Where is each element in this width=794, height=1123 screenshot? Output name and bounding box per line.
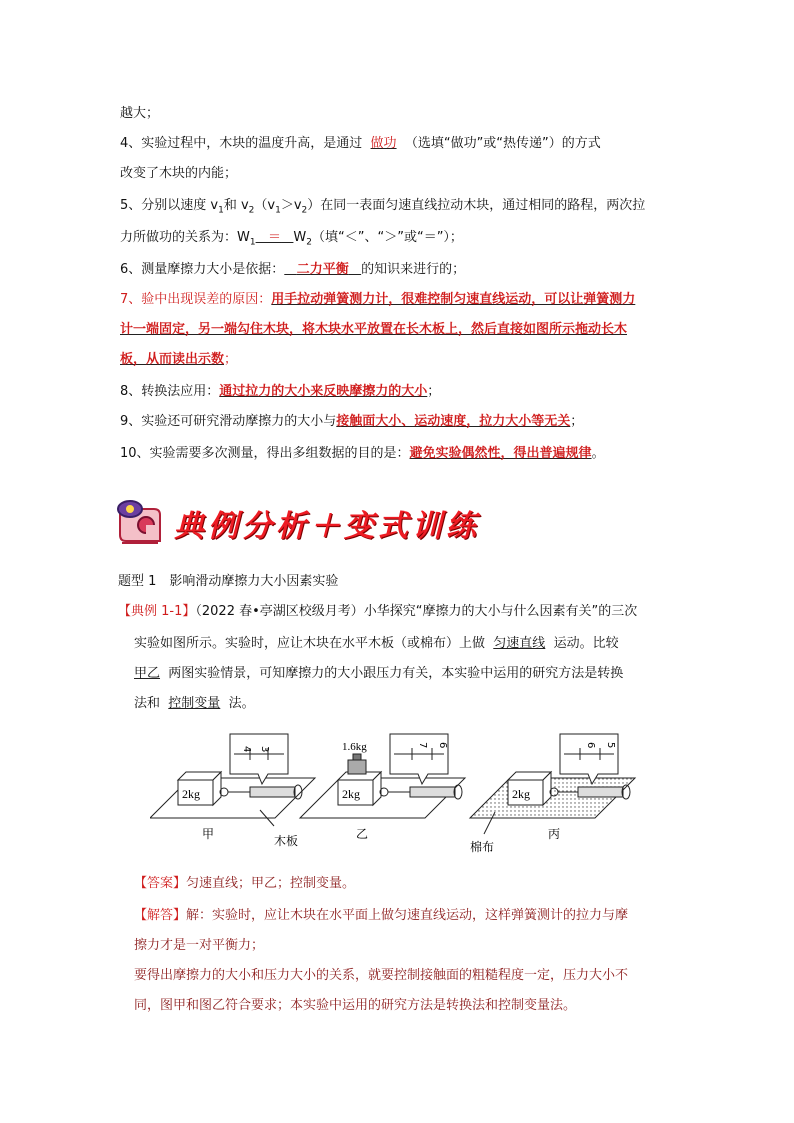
solution-line-2: 擦力才是一对平衡力； bbox=[134, 938, 265, 953]
solution-line-4: 同，图甲和图乙符合要求；本实验中运用的研究方法是转换法和控制变量法。 bbox=[134, 998, 577, 1013]
point-4-cont: 改变了木块的内能； bbox=[120, 166, 238, 181]
answer-blank: 做功 bbox=[370, 136, 397, 151]
surface-wood-label: 木板 bbox=[274, 834, 299, 848]
answer-blank: 匀速直线 bbox=[493, 636, 546, 651]
section-banner bbox=[112, 495, 480, 551]
point-10: 10、实验需要多次测量，得出多组数据的目的是：避免实验偶然性，得出普遍规律。 bbox=[120, 446, 605, 461]
panel-bing bbox=[470, 734, 635, 854]
answer-blank: 甲乙 bbox=[134, 666, 161, 681]
svg-text:4: 4 bbox=[241, 746, 252, 753]
svg-text:6: 6 bbox=[585, 742, 596, 749]
point-5: 5、分别以速度 $v_1$和 $v_2(v_1>v_2)$在同一表面匀速直线拉动木块，通过相同的路程，两次拉 bbox=[120, 198, 646, 216]
answer-blank: ＝ bbox=[268, 230, 282, 245]
experiment-diagram bbox=[150, 730, 660, 860]
question-line-2: 实验如图所示。实验时，应让木块在水平木板（或棉布）上做 匀速直线 运动。比较 bbox=[134, 636, 619, 651]
solution-line-1: 【解答】解：实验时，应让木块在水平面上做匀速直线运动，这样弹簧测计的拉力与摩 bbox=[134, 908, 629, 923]
point-7: 7、验中出现误差的原因：用手拉动弹簧测力计，很难控制匀速直线运动，可以让弹簧测力 bbox=[120, 292, 636, 307]
question-type: 题型 1 影响滑动摩擦力大小因素实验 bbox=[118, 574, 339, 589]
question-line-1: 【典例 1-1】（2022 春•亭湖区校级月考）小华探究“摩擦力的大小与什么因素有关”的三次 bbox=[118, 604, 638, 619]
answer-line: 【答案】匀速直线；甲乙；控制变量。 bbox=[134, 876, 356, 891]
scroll-book-icon bbox=[112, 495, 172, 551]
point-4: 4、实验过程中，木块的温度升高，是通过 做功 （选填“做功”或“热传递”）的方式 bbox=[120, 136, 601, 151]
panel-label: 丙 bbox=[548, 827, 561, 841]
svg-text:3: 3 bbox=[259, 746, 270, 753]
question-line-3: 甲乙 两图实验情景，可知摩擦力的大小跟压力有关，本实验中运用的研究方法是转换 bbox=[134, 666, 624, 681]
text-fragment: 越大； bbox=[120, 106, 160, 121]
svg-text:6: 6 bbox=[437, 742, 448, 749]
panel-jia bbox=[150, 734, 315, 848]
block-mass-label: 2kg bbox=[182, 787, 200, 801]
solution-line-3: 要得出摩擦力的大小和压力大小的关系，就要控制接触面的粗糙程度一定，压力大小不 bbox=[134, 968, 629, 983]
answer-blank: 二力平衡 bbox=[296, 262, 349, 277]
point-5-cont: 力所做功的关系为：$W_1$ ＝ $W_2$（填“＜”、“＞”或“＝”）； bbox=[120, 230, 463, 248]
banner-title: 典例分析＋变式训练 bbox=[174, 509, 480, 544]
svg-text:5: 5 bbox=[605, 742, 616, 749]
panel-yi bbox=[300, 734, 465, 841]
svg-text:2kg: 2kg bbox=[342, 787, 360, 801]
surface-cloth-label: 棉布 bbox=[470, 840, 495, 854]
point-7-cont: 计一端固定，另一端勾住木块，将木块水平放置在长木板上，然后直接如图所示拖动长木 bbox=[120, 322, 628, 337]
answer-blank: 控制变量 bbox=[168, 696, 221, 711]
weight-mass-label: 1.6kg bbox=[342, 741, 367, 753]
svg-text:2kg: 2kg bbox=[512, 787, 530, 801]
panel-label: 乙 bbox=[356, 827, 369, 841]
point-6: 6、测量摩擦力大小是依据： 二力平衡 的知识来进行的； bbox=[120, 262, 466, 277]
point-7-cont2: 板，从而读出示数； bbox=[120, 352, 238, 367]
point-8: 8、转换法应用：通过拉力的大小来反映摩擦力的大小； bbox=[120, 384, 441, 399]
point-9: 9、实验还可研究滑动摩擦力的大小与接触面大小、运动速度，拉力大小等无关； bbox=[120, 414, 584, 429]
panel-label: 甲 bbox=[202, 827, 215, 841]
question-line-4: 法和 控制变量 法。 bbox=[134, 696, 255, 711]
svg-text:7: 7 bbox=[417, 742, 428, 749]
